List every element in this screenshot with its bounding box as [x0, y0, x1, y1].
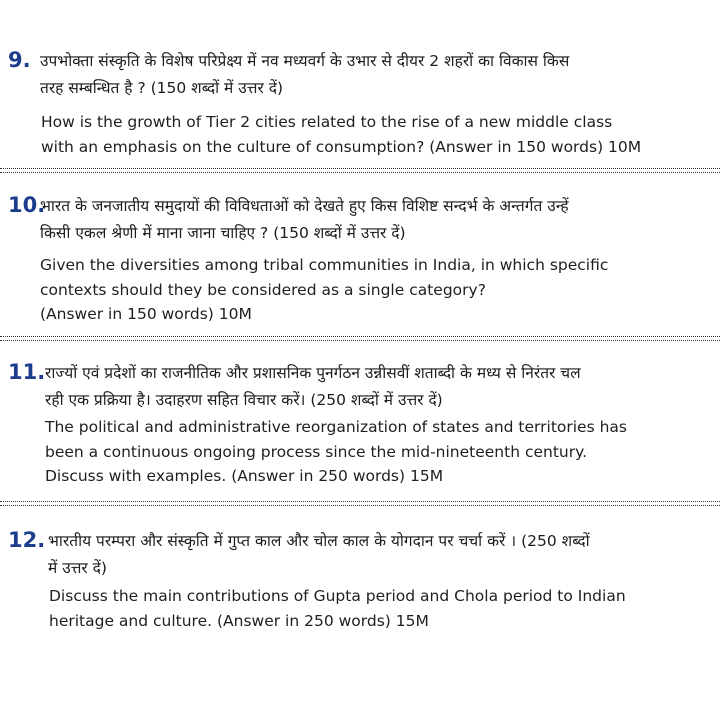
question-english	[41, 110, 641, 159]
english-line: Discuss with examples. (Answer in 250 words) 15M	[45, 467, 444, 485]
english-line: How is the growth of Tier 2 cities related to the rise of a new middle class	[41, 113, 613, 131]
hindi-line: भारत के जनजातीय समुदायों की विविधताओं को देखते हुए किस विशिष्ट सन्दर्भ के अन्तर्गत उन्हें	[40, 197, 569, 215]
hindi-line: में उत्तर दें)	[48, 559, 107, 577]
question-english	[49, 584, 626, 633]
english-line: The political and administrative reorganization of states and territories has	[45, 418, 627, 436]
english-line: been a continuous ongoing process since the mid-nineteenth century.	[45, 442, 588, 461]
dotted-divider	[0, 501, 720, 506]
english-line: Discuss the main contributions of Gupta period and Chola period to Indian	[49, 587, 626, 605]
english-line: contexts should they be considered as a single category?	[40, 280, 486, 299]
english-line: (Answer in 150 words) 10M	[40, 305, 252, 323]
question-english	[40, 253, 608, 327]
hindi-line: राज्यों एवं प्रदेशों का राजनीतिक और प्रशासनिक पुनर्गठन उन्नीसवीं शताब्दी के मध्य से निरंतर चल	[45, 364, 581, 382]
dotted-divider	[0, 336, 720, 341]
english-line: heritage and culture. (Answer in 250 words) 15M	[49, 611, 429, 630]
hindi-line: रही एक प्रक्रिया है। उदाहरण सहित विचार करें। (250 शब्दों में उत्तर दें)	[45, 391, 443, 409]
question-number: 11.	[8, 360, 46, 384]
question-number: 10.	[8, 193, 46, 217]
dotted-divider	[0, 168, 720, 173]
question-hindi	[48, 528, 590, 582]
question-hindi	[40, 193, 569, 247]
hindi-line: उपभोक्ता संस्कृति के विशेष परिप्रेक्ष्य में नव मध्यवर्ग के उभार से दीयर 2 शहरों का विकास किस	[40, 52, 570, 70]
hindi-line: भारतीय परम्परा और संस्कृति में गुप्त काल और चोल काल के योगदान पर चर्चा करें । (250 शब्दों	[48, 532, 590, 550]
hindi-line: तरह सम्बन्धित है ? (150 शब्दों में उत्तर दें)	[40, 79, 283, 97]
question-hindi	[45, 360, 581, 414]
english-line: with an emphasis on the culture of consumption? (Answer in 150 words) 10M	[41, 137, 642, 156]
question-number: 9.	[8, 48, 31, 72]
hindi-line: किसी एकल श्रेणी में माना जाना चाहिए ? (150 शब्दों में उत्तर दें)	[40, 224, 406, 242]
english-line: Given the diversities among tribal communities in India, in which specific	[40, 256, 609, 274]
question-number: 12.	[8, 528, 46, 552]
question-english	[45, 415, 627, 489]
question-hindi	[40, 48, 569, 102]
